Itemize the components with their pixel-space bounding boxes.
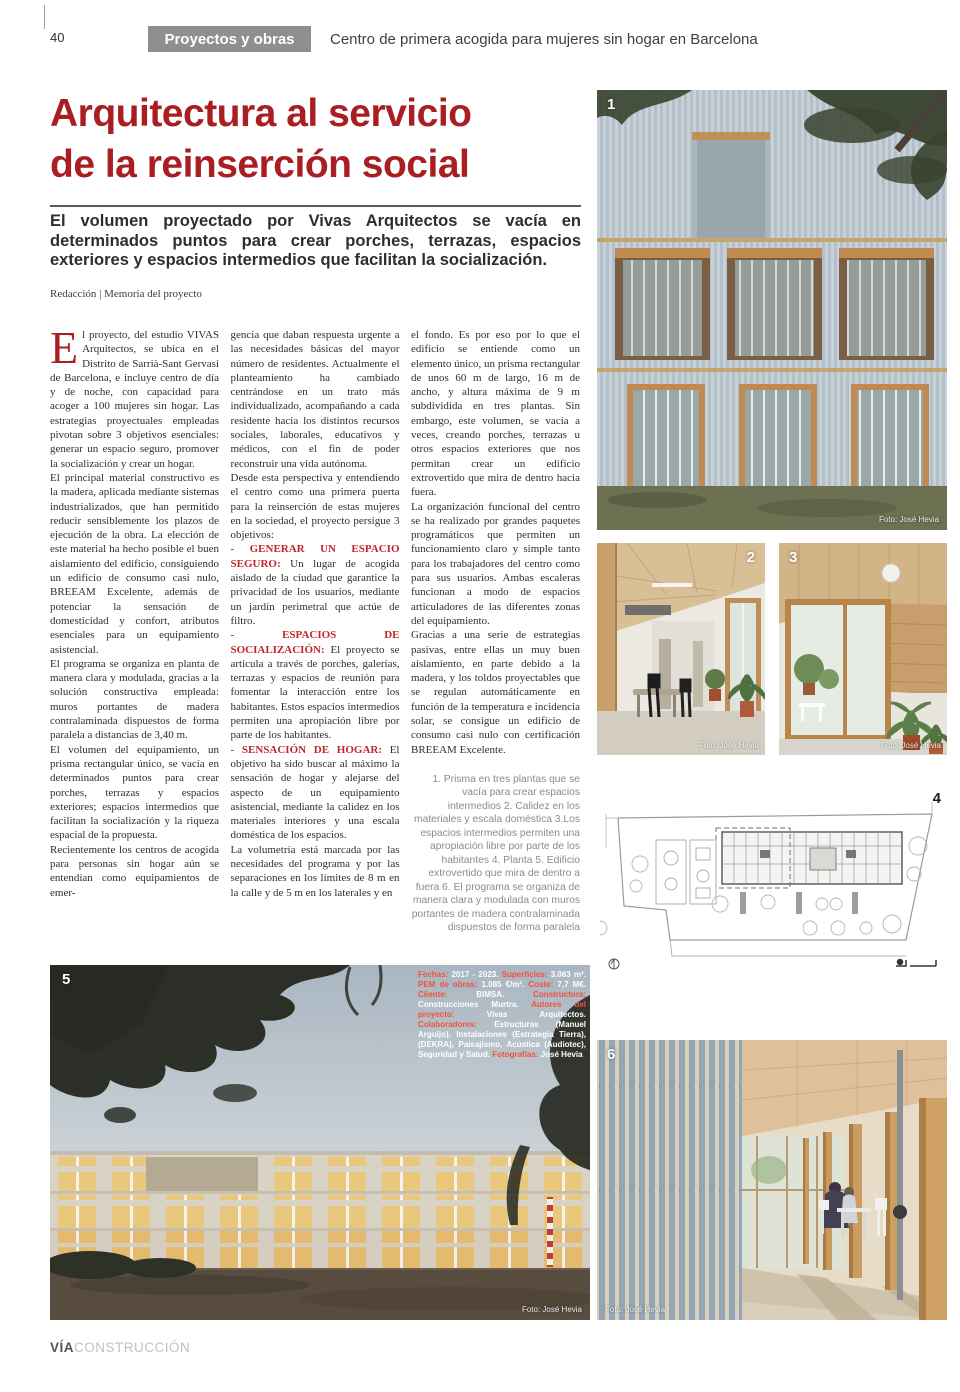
ficha-value: Estructuras (Manuel Arguijo), Instalaciones (Estrategia Tierra), (DEKRA), Paisajismo, Acústica (Audiotec), Seguridad y Salud.: [418, 1020, 586, 1059]
porch-openings: [615, 248, 934, 360]
ficha-label: Fechas:: [418, 970, 449, 979]
ficha-value: 2017 - 2023.: [451, 970, 499, 979]
ficha-label: Cliente:: [418, 990, 448, 999]
col3-paragraph-1: el fondo. Es por eso por lo que el edificio se entiende como un elemento único, un prisma rectangular de unos 60 m de largo, 16 m de ancho, y altura máxima de 9 m subdividida en tres plantas. Sin embargo, este volumen, se vacía a veces, creando porches, terrazas u otros espacios exteriores que nos permitan crear un edificio extrovertido que mira de dentro hacia fuera.: [411, 329, 580, 499]
photo-interior-corridor: [597, 543, 765, 755]
figure-4-number: 4: [932, 790, 941, 807]
photo-facade-main: [597, 90, 947, 530]
photo-porch-colonnade: [597, 1040, 947, 1320]
ficha-label: Fotografías:: [492, 1050, 539, 1059]
ficha-label: Colaboradores:: [418, 1020, 478, 1029]
magazine-footer: [50, 1340, 190, 1355]
column-1: [50, 322, 219, 935]
objective-2-heading: - ESPACIOS DE SOCIALIZACIÓN:: [230, 629, 400, 656]
figure-2-credit: Foto: José Hevia: [698, 741, 759, 750]
objective-2-text: El proyecto se articula a través de porches, galerías, terrazas y espacios de reunión para fomentar la interacción entre los habitantes. Estos espacios intermedios permiten una apropiación libre por parte de los habitantes.: [230, 643, 400, 742]
ground-floor-doors: [627, 384, 929, 486]
objective-2: [231, 628, 400, 742]
corrugated-screen: [597, 1040, 742, 1320]
section-label: Proyectos y obras: [164, 30, 295, 48]
objective-3-heading: - SENSACIÓN DE HOGAR:: [230, 743, 382, 756]
objective-1-heading: - GENERAR UN ESPACIO SEGURO:: [230, 543, 400, 570]
objective-1: [231, 542, 400, 628]
figure-3-credit: Foto: José Hevia: [880, 741, 941, 750]
ficha-label: Superficies:: [501, 970, 548, 979]
facade-illustration: [597, 90, 947, 530]
figure-3-number: 3: [789, 549, 798, 566]
column-3: [411, 328, 580, 935]
floor-plan: [600, 788, 945, 980]
terrace-void: [146, 1157, 258, 1191]
article-body: [50, 322, 581, 935]
article-kicker: Centro de primera acogida para mujeres sin hogar en Barcelona: [330, 31, 758, 48]
floor-plan-drawing: [600, 788, 945, 980]
col3-paragraph-3: Gracias a una serie de estrategias pasivas, entre ellas un muy buen aislamiento, en parte debido a la madera, y los toldos proyectables que se regulan automáticamente en función de la temperatura e incidencia solar, se consigue un edificio de consumo casi nulo con certificación BREEAM Excelente.: [411, 629, 580, 756]
photo-interior-window: [779, 543, 947, 755]
section-badge: [148, 26, 311, 52]
ficha-value: Construcciones Murtra.: [418, 1000, 519, 1009]
title-line-1: Arquitectura al servicio: [50, 92, 472, 135]
interior-corridor-illustration: [597, 543, 765, 755]
terrace-window: [785, 599, 891, 741]
title-rule: [50, 205, 581, 207]
interior-window-illustration: [779, 543, 947, 755]
ficha-value: 7,7 M€.: [557, 980, 586, 989]
porch-illustration: [597, 1040, 947, 1320]
col2-paragraph-2: Desde esta perspectiva y entendiendo el centro como una primera puerta para la reinserción de estas mujeres en la sociedad, el proyecto persigue 3 objetivos:: [230, 471, 400, 542]
ac-unit: [625, 605, 671, 615]
col1-paragraph-5: Recientemente los centros de acogida para personas sin hogar aún se entendían como equipamientos de emer-: [50, 843, 219, 899]
objective-3-text: El objetivo ha sido buscar al máximo la sensación de hogar y alejarse del aspecto de un equipamiento asistencial, mediante la calidez en los materiales interiores y una escala doméstica de los espacios.: [230, 743, 400, 842]
figure-captions: 1. Prisma en tres plantas que se vacía para crear espacios intermedios 2. Calidez en los materiales y escala doméstica 3.Los espacios intermedios permiten una apropiación libre por parte de los habitantes 4. Planta 5. Edificio extrovertido que mira de dentro a fuera 6. El programa se organiza de manera clara y modulada con muros portantes de madera contralaminada dispuestos de forma paralela: [411, 773, 580, 934]
figure-1-number: 1: [607, 96, 616, 113]
col1-paragraph-1: l proyecto, del estudio VIVAS Arquitectos, se ubica en el Distrito de Sarrià-Sant Gervasi de Barcelona, e incluye centro de día y de noche, con capacidad para acoger a 100 mujeres sin hogar. Las estrategias proyectuales empleadas pivotan sobre 3 objetivos esenciales: generar un espacio seguro, promover la socialización y crear un hogar.: [50, 329, 219, 470]
objective-3: [231, 743, 400, 843]
col1-paragraph-3: El programa se organiza en planta de manera clara y modulada, gracias a la solución constructiva empleada: muros portantes de madera contralaminada dispuestos de forma paralela a distancias de 3,40 m.: [50, 657, 219, 742]
striped-pole: [547, 1197, 553, 1267]
footer-brand-light: CONSTRUCCIÓN: [74, 1340, 191, 1355]
crop-mark: [44, 5, 45, 29]
byline: Redacción | Memoria del proyecto: [50, 288, 202, 300]
col1-paragraph-4: El volumen del equipamiento, un prisma rectangular único, se vacía en determinados puntos para crear porches, terrazas y espacios exteriores; espacios intermedios que facilitan la socialización y la riqueza espacial de la propuesta.: [50, 743, 219, 842]
ficha-label: PEM de obras:: [418, 980, 478, 989]
col2-paragraph-1: gencia que daban respuesta urgente a las necesidades básicas del mayor número de residentes. Actualmente el planteamiento ha cambiado centrándose en un trato más individualizado, acompañando a cada residente hacia los distintos recursos sociales, laborales, educativos y médicos, con el fin de poder reconstruir una vida autónoma.: [230, 329, 400, 470]
objective-1-text: Un lugar de acogida aislado de la ciudad que garantice la privacidad de los usuarios, mediante un jardín perimetral que actúe de filtro.: [230, 557, 400, 627]
page-number: 40: [50, 30, 65, 45]
page-title: [50, 88, 590, 190]
col3-paragraph-2: La organización funcional del centro se ha realizado por grandes paquetes programáticos que permiten un funcionamiento claro y simple tanto para los trabajadores del centro como para sus usuarios. Ambas escaleras funcionan a modo de espacios articuladores de las diferentes zonas del equipamiento.: [411, 500, 580, 627]
ficha-label: Coste:: [528, 980, 554, 989]
col1-paragraph-2: El principal material constructivo es la madera, aplicada mediante sistemas industrializados, que han permitido reducir sensiblemente los plazos de ejecución de la obra. La elección de este material ha hecho posible el buen aislamiento del edificio, consiguiendo un edificio de consumo casi nulo, BREEAM Excelente, además de potenciar la sensación de domesticidad y confort, atributos esenciales para un equipamiento asistencial.: [50, 471, 219, 656]
drop-cap: E: [50, 322, 79, 373]
ficha-value: 1.085 €/m².: [481, 980, 525, 989]
figure-6-credit: Foto: José Hevia: [605, 1305, 666, 1314]
title-line-2: de la reinserción social: [50, 143, 470, 186]
ficha-label: Autores del proyecto:: [418, 1000, 586, 1019]
greenery-beyond: [751, 1156, 787, 1184]
footer-brand-bold: VÍA: [50, 1340, 75, 1355]
ceiling-light: [882, 564, 900, 582]
figure-6-number: 6: [607, 1046, 616, 1063]
figure-5-number: 5: [62, 971, 71, 988]
figure-5-credit: Foto: José Hevia: [521, 1305, 582, 1314]
project-data-sheet: [418, 970, 586, 1060]
ficha-value: José Hevia: [540, 1050, 583, 1059]
col2-paragraph-6: La volumetría está marcada por las necesidades del programa y por las separaciones en los límites de 8 m en la calle y de 5 m en los laterales y en: [230, 843, 400, 899]
figure-2-number: 2: [746, 549, 755, 566]
photo-exterior-dusk: [50, 965, 590, 1320]
figure-1-credit: Foto: José Hevia: [878, 515, 939, 524]
steel-pipe: [897, 1050, 903, 1300]
column-2: [231, 328, 400, 935]
ficha-value: Vivas Arquitectos.: [486, 1010, 586, 1019]
ficha-value: BIMSA.: [476, 990, 505, 999]
lede-paragraph: El volumen proyectado por Vivas Arquitectos se vacía en determinados puntos para crear porches, terrazas, espacios exteriores y espacios intermedios que facilitan la socialización.: [50, 212, 581, 269]
ficha-label: Constructora:: [533, 990, 586, 999]
ficha-value: 3.063 m².: [550, 970, 586, 979]
